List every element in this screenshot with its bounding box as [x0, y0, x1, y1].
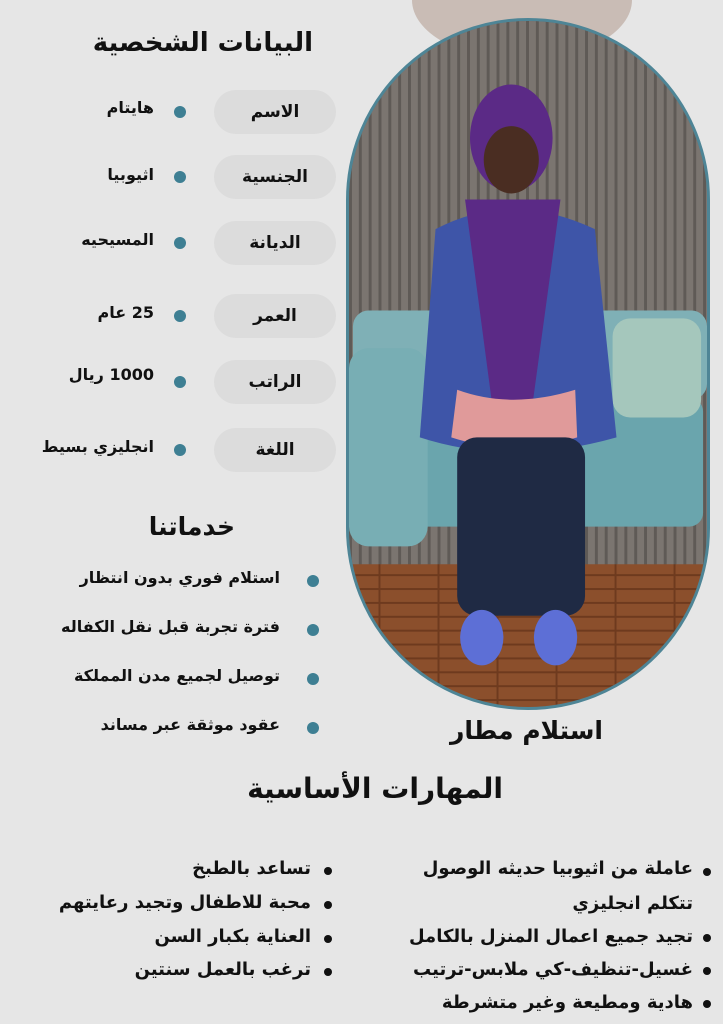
skill-item: ترغب بالعمل سنتين [134, 959, 311, 980]
personal-row-salary [20, 360, 336, 404]
label-pill: الراتب [214, 360, 336, 404]
photo-caption: استلام مطار [450, 716, 603, 745]
label-pill: الجنسية [214, 155, 336, 199]
service-item: عقود موثقة عبر مساند [100, 715, 280, 734]
label-pill: الديانة [214, 221, 336, 265]
bullet-icon [174, 376, 186, 388]
skill-item: العناية بكبار السن [154, 926, 311, 947]
bullet-icon [703, 868, 711, 876]
bullet-icon [307, 673, 319, 685]
personal-row-nationality [20, 155, 336, 199]
worker-photo [346, 18, 710, 710]
bullet-icon [174, 310, 186, 322]
bullet-icon [324, 935, 332, 943]
skill-item: تساعد بالطبخ [192, 858, 311, 879]
skill-item: غسيل-تنظيف-كي ملابس-ترتيب [413, 959, 693, 980]
bullet-icon [703, 1000, 711, 1008]
service-item: توصيل لجميع مدن المملكة [73, 666, 280, 685]
bullet-icon [307, 624, 319, 636]
skill-item: هادية ومطيعة وغير متشرطة [441, 992, 693, 1013]
skill-item: عاملة من اثيوبيا حديثه الوصول [422, 858, 693, 879]
bullet-icon [324, 968, 332, 976]
bullet-icon [307, 722, 319, 734]
value-text: هايتام [106, 98, 154, 117]
personal-row-religion [20, 221, 336, 265]
bullet-icon [307, 575, 319, 587]
value-text: 1000 ريال [68, 365, 154, 384]
personal-row-language [20, 428, 336, 472]
service-item: فترة تجربة قبل نقل الكفاله [60, 617, 280, 636]
bullet-icon [174, 171, 186, 183]
bullet-icon [703, 934, 711, 942]
label-pill: الاسم [214, 90, 336, 134]
personal-row-age [20, 294, 336, 338]
bullet-icon [703, 967, 711, 975]
value-text: المسيحيه [81, 230, 154, 249]
service-item: استلام فوري بدون انتظار [79, 568, 280, 587]
personal-data-title: البيانات الشخصية [92, 28, 313, 58]
skill-item: تتكلم انجليزي [572, 893, 693, 914]
bullet-icon [174, 444, 186, 456]
value-text: 25 عام [97, 303, 154, 322]
skills-title: المهارات الأساسية [247, 772, 503, 805]
personal-row-name [20, 90, 336, 134]
label-pill: العمر [214, 294, 336, 338]
bullet-icon [174, 237, 186, 249]
skill-item: تجيد جميع اعمال المنزل بالكامل [408, 926, 693, 947]
bullet-icon [174, 106, 186, 118]
services-title: خدماتنا [148, 512, 235, 541]
label-pill: اللغة [214, 428, 336, 472]
value-text: انجليزي بسيط [41, 437, 154, 456]
bullet-icon [324, 867, 332, 875]
skill-item: محبة للاطفال وتجيد رعايتهم [58, 892, 311, 913]
value-text: اثيوبيا [107, 165, 154, 184]
bullet-icon [324, 901, 332, 909]
